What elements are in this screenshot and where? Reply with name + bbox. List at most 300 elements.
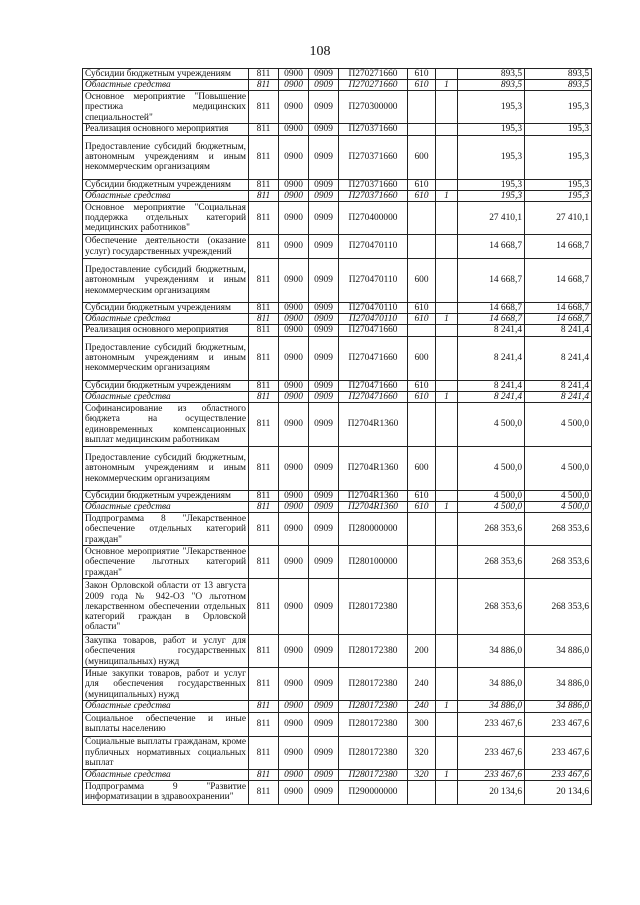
expense-type-code: [408, 325, 436, 336]
section-code: 0900: [279, 235, 309, 259]
amount-year-1: 20 134,6: [458, 780, 525, 804]
subsection-code: 0909: [309, 668, 339, 701]
amount-year-1: 34 886,0: [458, 701, 525, 712]
expense-type-code: [408, 780, 436, 804]
subsection-code: 0909: [309, 80, 339, 91]
row-description: Субсидии бюджетным учреждениям: [83, 491, 249, 502]
expense-type-code: [408, 202, 436, 235]
amount-year-2: 893,5: [525, 80, 592, 91]
row-description: Областные средства: [83, 314, 249, 325]
table-row: [83, 314, 592, 325]
funding-source-code: [436, 235, 458, 259]
subsection-code: 0909: [309, 780, 339, 804]
target-article-code: П270300000: [339, 91, 408, 124]
target-article-code: П270470110: [339, 259, 408, 303]
subsection-code: 0909: [309, 391, 339, 402]
main-admin-code: 811: [249, 336, 279, 380]
expense-type-code: 610: [408, 179, 436, 190]
funding-source-code: 1: [436, 769, 458, 780]
row-description: Субсидии бюджетным учреждениям: [83, 179, 249, 190]
funding-source-code: [436, 336, 458, 380]
subsection-code: 0909: [309, 736, 339, 769]
amount-year-1: 4 500,0: [458, 491, 525, 502]
main-admin-code: 811: [249, 124, 279, 135]
expense-type-code: 240: [408, 701, 436, 712]
table-row: [83, 235, 592, 259]
target-article-code: П270400000: [339, 202, 408, 235]
table-row: [83, 546, 592, 579]
target-article-code: П2704R1360: [339, 502, 408, 513]
amount-year-1: 14 668,7: [458, 235, 525, 259]
main-admin-code: 811: [249, 769, 279, 780]
main-admin-code: 811: [249, 303, 279, 314]
row-description: Реализация основного мероприятия: [83, 124, 249, 135]
table-row: [83, 91, 592, 124]
row-description: Основное мероприятие "Повышение престижа медицинских специальностей": [83, 91, 249, 124]
section-code: 0900: [279, 769, 309, 780]
amount-year-1: 34 886,0: [458, 668, 525, 701]
subsection-code: 0909: [309, 712, 339, 736]
main-admin-code: 811: [249, 736, 279, 769]
target-article-code: П270471660: [339, 391, 408, 402]
target-article-code: П270470110: [339, 235, 408, 259]
row-description: Софинансирование из областного бюджета на осуществление единовременных компенсационных выплат медицинским работникам: [83, 403, 249, 447]
main-admin-code: 811: [249, 380, 279, 391]
section-code: 0900: [279, 202, 309, 235]
amount-year-1: 14 668,7: [458, 259, 525, 303]
funding-source-code: [436, 91, 458, 124]
expense-type-code: [408, 91, 436, 124]
amount-year-2: 195,3: [525, 190, 592, 201]
amount-year-1: 27 410,1: [458, 202, 525, 235]
amount-year-1: 893,5: [458, 80, 525, 91]
subsection-code: 0909: [309, 179, 339, 190]
section-code: 0900: [279, 736, 309, 769]
table-row: [83, 325, 592, 336]
amount-year-1: 195,3: [458, 91, 525, 124]
expense-type-code: 600: [408, 336, 436, 380]
table-row: [83, 336, 592, 380]
funding-source-code: [436, 712, 458, 736]
subsection-code: 0909: [309, 513, 339, 546]
subsection-code: 0909: [309, 202, 339, 235]
funding-source-code: 1: [436, 314, 458, 325]
subsection-code: 0909: [309, 69, 339, 80]
amount-year-2: 14 668,7: [525, 314, 592, 325]
amount-year-1: 4 500,0: [458, 403, 525, 447]
target-article-code: П2704R1360: [339, 447, 408, 491]
funding-source-code: [436, 325, 458, 336]
target-article-code: П2704R1360: [339, 403, 408, 447]
target-article-code: П280100000: [339, 546, 408, 579]
row-description: Иные закупки товаров, работ и услуг для обеспечения государственных (муниципальных) нужд: [83, 668, 249, 701]
amount-year-1: 14 668,7: [458, 303, 525, 314]
amount-year-2: 34 886,0: [525, 701, 592, 712]
section-code: 0900: [279, 668, 309, 701]
main-admin-code: 811: [249, 80, 279, 91]
table-row: [83, 502, 592, 513]
amount-year-1: 4 500,0: [458, 502, 525, 513]
main-admin-code: 811: [249, 403, 279, 447]
section-code: 0900: [279, 179, 309, 190]
funding-source-code: 1: [436, 391, 458, 402]
expense-type-code: 600: [408, 447, 436, 491]
table-row: [83, 190, 592, 201]
expense-type-code: [408, 546, 436, 579]
amount-year-1: 8 241,4: [458, 380, 525, 391]
amount-year-1: 195,3: [458, 179, 525, 190]
target-article-code: П270471660: [339, 325, 408, 336]
section-code: 0900: [279, 190, 309, 201]
amount-year-2: 4 500,0: [525, 502, 592, 513]
main-admin-code: 811: [249, 235, 279, 259]
section-code: 0900: [279, 513, 309, 546]
table-row: [83, 69, 592, 80]
target-article-code: П280172380: [339, 769, 408, 780]
amount-year-1: 8 241,4: [458, 336, 525, 380]
funding-source-code: [436, 780, 458, 804]
table-row: [83, 769, 592, 780]
target-article-code: П270271660: [339, 69, 408, 80]
section-code: 0900: [279, 314, 309, 325]
amount-year-1: 195,3: [458, 124, 525, 135]
subsection-code: 0909: [309, 259, 339, 303]
amount-year-2: 27 410,1: [525, 202, 592, 235]
subsection-code: 0909: [309, 380, 339, 391]
funding-source-code: [436, 513, 458, 546]
main-admin-code: 811: [249, 579, 279, 635]
main-admin-code: 811: [249, 701, 279, 712]
expense-type-code: 610: [408, 303, 436, 314]
main-admin-code: 811: [249, 69, 279, 80]
subsection-code: 0909: [309, 303, 339, 314]
target-article-code: П270470110: [339, 314, 408, 325]
funding-source-code: [436, 69, 458, 80]
row-description: Субсидии бюджетным учреждениям: [83, 380, 249, 391]
amount-year-2: 8 241,4: [525, 391, 592, 402]
amount-year-1: 4 500,0: [458, 447, 525, 491]
expense-type-code: [408, 235, 436, 259]
expense-type-code: 610: [408, 491, 436, 502]
section-code: 0900: [279, 635, 309, 668]
amount-year-2: 233 467,6: [525, 712, 592, 736]
amount-year-2: 14 668,7: [525, 259, 592, 303]
table-row: [83, 780, 592, 804]
subsection-code: 0909: [309, 190, 339, 201]
expense-type-code: 610: [408, 502, 436, 513]
section-code: 0900: [279, 546, 309, 579]
amount-year-2: 4 500,0: [525, 491, 592, 502]
expense-type-code: 610: [408, 380, 436, 391]
section-code: 0900: [279, 303, 309, 314]
expense-type-code: 610: [408, 314, 436, 325]
subsection-code: 0909: [309, 701, 339, 712]
table-row: [83, 303, 592, 314]
section-code: 0900: [279, 579, 309, 635]
funding-source-code: [436, 202, 458, 235]
amount-year-1: 8 241,4: [458, 391, 525, 402]
target-article-code: П270271660: [339, 80, 408, 91]
row-description: Основное мероприятие "Социальная поддержка отдельных категорий медицинских работников": [83, 202, 249, 235]
target-article-code: П270470110: [339, 303, 408, 314]
funding-source-code: [436, 635, 458, 668]
main-admin-code: 811: [249, 712, 279, 736]
main-admin-code: 811: [249, 190, 279, 201]
amount-year-1: 233 467,6: [458, 769, 525, 780]
row-description: Реализация основного мероприятия: [83, 325, 249, 336]
subsection-code: 0909: [309, 447, 339, 491]
budget-table-body: [83, 69, 592, 805]
row-description: Подпрограмма 9 "Развитие информатизации в здравоохранении": [83, 780, 249, 804]
section-code: 0900: [279, 391, 309, 402]
table-row: [83, 380, 592, 391]
row-description: Предоставление субсидий бюджетным, автономным учреждениям и иным некоммерческим организациям: [83, 135, 249, 179]
expense-type-code: 300: [408, 712, 436, 736]
expense-type-code: 600: [408, 135, 436, 179]
funding-source-code: 1: [436, 190, 458, 201]
row-description: Предоставление субсидий бюджетным, автономным учреждениям и иным некоммерческим организациям: [83, 336, 249, 380]
amount-year-2: 268 353,6: [525, 513, 592, 546]
amount-year-1: 268 353,6: [458, 513, 525, 546]
target-article-code: П280172380: [339, 579, 408, 635]
table-row: [83, 202, 592, 235]
amount-year-1: 233 467,6: [458, 736, 525, 769]
table-row: [83, 391, 592, 402]
target-article-code: П2704R1360: [339, 491, 408, 502]
amount-year-2: 20 134,6: [525, 780, 592, 804]
row-description: Обеспечение деятельности (оказание услуг) государственных учреждений: [83, 235, 249, 259]
subsection-code: 0909: [309, 314, 339, 325]
row-description: Основное мероприятие "Лекарственное обеспечение льготных категорий граждан": [83, 546, 249, 579]
amount-year-2: 8 241,4: [525, 336, 592, 380]
funding-source-code: [436, 303, 458, 314]
funding-source-code: [436, 124, 458, 135]
row-description: Подпрограмма 8 "Лекарственное обеспечение отдельных категорий граждан": [83, 513, 249, 546]
main-admin-code: 811: [249, 780, 279, 804]
expense-type-code: [408, 403, 436, 447]
main-admin-code: 811: [249, 325, 279, 336]
expense-type-code: 200: [408, 635, 436, 668]
row-description: Социальное обеспечение и иные выплаты населению: [83, 712, 249, 736]
main-admin-code: 811: [249, 179, 279, 190]
amount-year-2: 233 467,6: [525, 736, 592, 769]
expense-type-code: 610: [408, 391, 436, 402]
amount-year-2: 34 886,0: [525, 668, 592, 701]
table-row: [83, 259, 592, 303]
table-row: [83, 701, 592, 712]
expense-type-code: 320: [408, 736, 436, 769]
row-description: Предоставление субсидий бюджетным, автономным учреждениям и иным некоммерческим организациям: [83, 447, 249, 491]
table-row: [83, 179, 592, 190]
target-article-code: П270371660: [339, 179, 408, 190]
expense-type-code: 610: [408, 190, 436, 201]
amount-year-2: 195,3: [525, 179, 592, 190]
main-admin-code: 811: [249, 314, 279, 325]
table-row: [83, 668, 592, 701]
target-article-code: П270471660: [339, 336, 408, 380]
subsection-code: 0909: [309, 403, 339, 447]
amount-year-2: 233 467,6: [525, 769, 592, 780]
row-description: Областные средства: [83, 80, 249, 91]
amount-year-1: 195,3: [458, 135, 525, 179]
target-article-code: П280172380: [339, 635, 408, 668]
expense-type-code: 610: [408, 80, 436, 91]
table-row: [83, 579, 592, 635]
row-description: Областные средства: [83, 391, 249, 402]
amount-year-2: 4 500,0: [525, 447, 592, 491]
subsection-code: 0909: [309, 502, 339, 513]
target-article-code: П290000000: [339, 780, 408, 804]
table-row: [83, 135, 592, 179]
funding-source-code: [436, 135, 458, 179]
main-admin-code: 811: [249, 91, 279, 124]
amount-year-1: 893,5: [458, 69, 525, 80]
funding-source-code: [436, 491, 458, 502]
amount-year-2: 14 668,7: [525, 235, 592, 259]
funding-source-code: 1: [436, 80, 458, 91]
amount-year-2: 34 886,0: [525, 635, 592, 668]
amount-year-1: 14 668,7: [458, 314, 525, 325]
row-description: Областные средства: [83, 701, 249, 712]
subsection-code: 0909: [309, 124, 339, 135]
section-code: 0900: [279, 701, 309, 712]
section-code: 0900: [279, 135, 309, 179]
main-admin-code: 811: [249, 202, 279, 235]
amount-year-2: 8 241,4: [525, 325, 592, 336]
main-admin-code: 811: [249, 259, 279, 303]
expense-type-code: 610: [408, 69, 436, 80]
table-row: [83, 403, 592, 447]
funding-source-code: [436, 380, 458, 391]
row-description: Субсидии бюджетным учреждениям: [83, 69, 249, 80]
amount-year-1: 233 467,6: [458, 712, 525, 736]
subsection-code: 0909: [309, 235, 339, 259]
row-description: Предоставление субсидий бюджетным, автономным учреждениям и иным некоммерческим организациям: [83, 259, 249, 303]
subsection-code: 0909: [309, 491, 339, 502]
table-row: [83, 736, 592, 769]
amount-year-2: 14 668,7: [525, 303, 592, 314]
target-article-code: П270371660: [339, 190, 408, 201]
table-row: [83, 491, 592, 502]
expense-type-code: 240: [408, 668, 436, 701]
row-description: Областные средства: [83, 769, 249, 780]
expense-type-code: [408, 124, 436, 135]
subsection-code: 0909: [309, 546, 339, 579]
expense-type-code: [408, 579, 436, 635]
section-code: 0900: [279, 69, 309, 80]
amount-year-1: 268 353,6: [458, 546, 525, 579]
table-row: [83, 712, 592, 736]
table-row: [83, 447, 592, 491]
main-admin-code: 811: [249, 391, 279, 402]
amount-year-1: 8 241,4: [458, 325, 525, 336]
amount-year-2: 268 353,6: [525, 546, 592, 579]
section-code: 0900: [279, 712, 309, 736]
row-description: Областные средства: [83, 190, 249, 201]
main-admin-code: 811: [249, 635, 279, 668]
section-code: 0900: [279, 502, 309, 513]
main-admin-code: 811: [249, 668, 279, 701]
section-code: 0900: [279, 491, 309, 502]
row-description: Субсидии бюджетным учреждениям: [83, 303, 249, 314]
funding-source-code: 1: [436, 502, 458, 513]
main-admin-code: 811: [249, 502, 279, 513]
funding-source-code: [436, 668, 458, 701]
main-admin-code: 811: [249, 447, 279, 491]
amount-year-2: 195,3: [525, 124, 592, 135]
target-article-code: П280172380: [339, 701, 408, 712]
section-code: 0900: [279, 124, 309, 135]
section-code: 0900: [279, 259, 309, 303]
target-article-code: П280172380: [339, 712, 408, 736]
budget-table: [82, 68, 592, 805]
section-code: 0900: [279, 325, 309, 336]
table-row: [83, 513, 592, 546]
funding-source-code: 1: [436, 701, 458, 712]
row-description: Закупка товаров, работ и услуг для обеспечения государственных (муниципальных) нужд: [83, 635, 249, 668]
target-article-code: П270371660: [339, 124, 408, 135]
main-admin-code: 811: [249, 491, 279, 502]
target-article-code: П270471660: [339, 380, 408, 391]
amount-year-1: 34 886,0: [458, 635, 525, 668]
amount-year-1: 268 353,6: [458, 579, 525, 635]
target-article-code: П280172380: [339, 668, 408, 701]
subsection-code: 0909: [309, 135, 339, 179]
funding-source-code: [436, 179, 458, 190]
table-row: [83, 124, 592, 135]
amount-year-1: 195,3: [458, 190, 525, 201]
row-description: Социальные выплаты гражданам, кроме публичных нормативных социальных выплат: [83, 736, 249, 769]
subsection-code: 0909: [309, 635, 339, 668]
main-admin-code: 811: [249, 513, 279, 546]
funding-source-code: [436, 579, 458, 635]
table-row: [83, 635, 592, 668]
amount-year-2: 8 241,4: [525, 380, 592, 391]
target-article-code: П280000000: [339, 513, 408, 546]
main-admin-code: 811: [249, 135, 279, 179]
target-article-code: П280172380: [339, 736, 408, 769]
amount-year-2: 893,5: [525, 69, 592, 80]
subsection-code: 0909: [309, 769, 339, 780]
amount-year-2: 268 353,6: [525, 579, 592, 635]
funding-source-code: [436, 736, 458, 769]
row-description: Закон Орловской области от 13 августа 2009 года № 942-ОЗ "О льготном лекарственном обеспечении отдельных категорий граждан в Орловской области": [83, 579, 249, 635]
amount-year-2: 195,3: [525, 135, 592, 179]
funding-source-code: [436, 447, 458, 491]
amount-year-2: 195,3: [525, 91, 592, 124]
section-code: 0900: [279, 80, 309, 91]
funding-source-code: [436, 259, 458, 303]
section-code: 0900: [279, 380, 309, 391]
target-article-code: П270371660: [339, 135, 408, 179]
section-code: 0900: [279, 336, 309, 380]
funding-source-code: [436, 546, 458, 579]
expense-type-code: 320: [408, 769, 436, 780]
section-code: 0900: [279, 91, 309, 124]
section-code: 0900: [279, 447, 309, 491]
subsection-code: 0909: [309, 91, 339, 124]
main-admin-code: 811: [249, 546, 279, 579]
subsection-code: 0909: [309, 336, 339, 380]
expense-type-code: 600: [408, 259, 436, 303]
amount-year-2: 4 500,0: [525, 403, 592, 447]
table-row: [83, 80, 592, 91]
page-number: 108: [309, 44, 331, 59]
section-code: 0900: [279, 780, 309, 804]
funding-source-code: [436, 403, 458, 447]
subsection-code: 0909: [309, 579, 339, 635]
row-description: Областные средства: [83, 502, 249, 513]
